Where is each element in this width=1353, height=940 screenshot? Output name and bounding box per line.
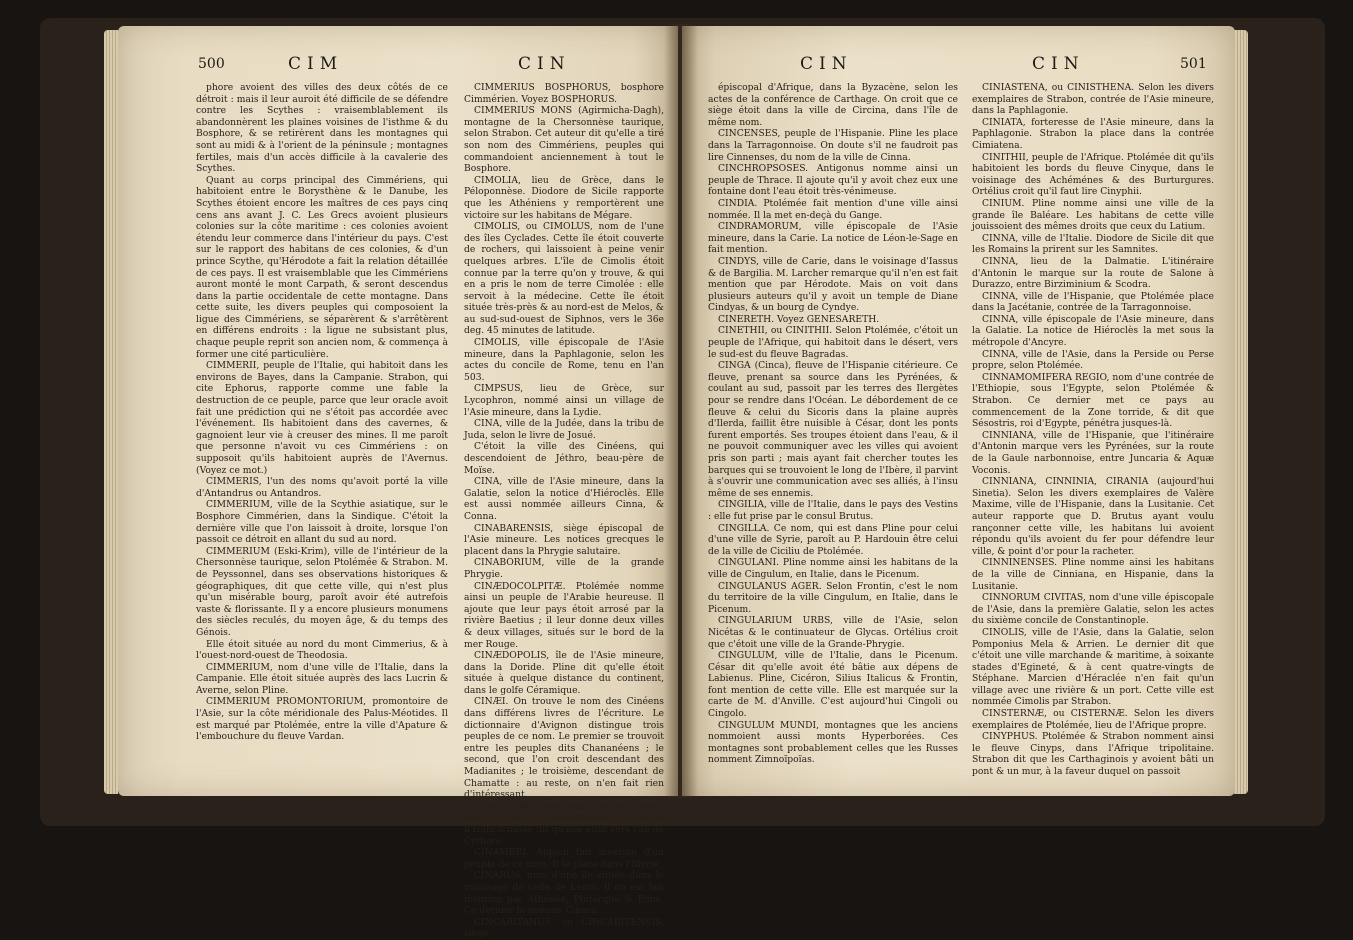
text-paragraph: CINNIANA, CINNINIA, CIRANIA (aujourd'hui Sinetia). Selon les divers exemplaires de Valère Maxime, ville de l'Hispanie, dans la Lusitanie. Cet auteur rapporte que D. Brutus ayant voulu rançonner cette ville, les habitans lui avoient répondu qu'ils avoient du fer pour défendre leur ville, & point d'or pour la racheter. bbox=[972, 476, 1214, 557]
right-header-left: CIN bbox=[800, 54, 853, 74]
text-paragraph: CIMOLIS, ville épiscopale de l'Asie mineure, dans la Paphlagonie, selon les actes du concile de Rome, tenu en l'an 503. bbox=[464, 337, 664, 383]
text-paragraph: CINCENSES, peuple de l'Hispanie. Pline les place dans la Tarragonnoise. On doute s'il ne faudroit pas lire Cinnenses, du nom de la ville de Cinna. bbox=[708, 128, 958, 163]
text-paragraph: CINNA, lieu de la Dalmatie. L'itinéraire d'Antonin le marque sur la route de Salone à Durazzo, entre Birziminium & Scodra. bbox=[972, 255, 1214, 291]
text-paragraph: CIMMERIUM, ville de la Scythie asiatique, sur le Bosphore Cimmérien, dans la Sindique. C'étoit la dernière ville que l'on laissoit à droite, lorsque l'on passoit ce détroit en allant du sud au nord. bbox=[196, 499, 448, 546]
text-paragraph: épiscopal d'Afrique, dans la Byzacène, selon les actes de la conférence de Carthage. On croit que ce siège étoit dans la ville de Circina, dans l'île de même nom. bbox=[708, 82, 958, 128]
text-paragraph: CINGULARIUM URBS, ville de l'Asie, selon Nicétas & le continuateur de Glycas. Ortélius croit que c'étoit une ville de la Grande-Phrygie. bbox=[708, 615, 958, 650]
book-gutter bbox=[664, 24, 698, 798]
text-paragraph: CINIUM. Pline nomme ainsi une ville de la grande île Baléare. Les habitans de cette ville jouissoient des mêmes droits que ceux du Latium. bbox=[972, 197, 1214, 233]
text-paragraph: CIMOLIA, lieu de Grèce, dans le Péloponnèse. Diodore de Sicile rapporte que les Athéniens y remportèrent une victoire sur les habitans de Mégare. bbox=[464, 174, 664, 221]
text-paragraph: CIMMERII, peuple de l'Italie, qui habitoit dans les environs de Bayes, dans la Campanie. Strabon, qui cite Ephorus, rapporte comme une fable la destruction de ce peuple, parce que leur oracle avoit fait une prédiction qui ne s'étoit pas accordée avec l'événement. Ils habitoient dans des cavernes, & gagnoient leur vie à creuser des mines. Il me paroît que personne n'avoit vu ces Cimmériens : on supposoit qu'ils habitoient auprès de l'Avernus. (Voyez ce mot.) bbox=[196, 360, 448, 476]
right-header-right: CIN bbox=[1032, 54, 1085, 74]
text-paragraph: CINA, ville de l'Asie mineure, dans la Galatie, selon la notice d'Hiéroclès. Elle est aussi nommée ailleurs Cinna, & Conna. bbox=[464, 476, 664, 522]
text-paragraph: CIMMERIS, l'un des noms qu'avoit porté la ville d'Antandrus ou Antandros. bbox=[196, 476, 448, 499]
text-paragraph: CINNIANA, ville de l'Hispanie, que l'itinéraire d'Antonin marque vers les Pyrénées, sur la route de la Gaule narbonnoise, entre Juncaria & Aquæ Voconis. bbox=[972, 429, 1214, 476]
right-column-2 bbox=[972, 82, 1214, 782]
text-paragraph: CINCARITANUS, ou CINCARITENSIS, siège bbox=[464, 916, 664, 940]
text-paragraph: CINNAMOMIFERA REGIO, nom d'une contrée de l'Ethiopie, sous l'Egypte, selon Ptolémée & Strabon. Ce dernier met ce pays au commencement de la Zone torride, & dit que Sésostris, roi d'Egypte, pénétra jusques-là. bbox=[972, 371, 1214, 430]
left-column-2 bbox=[464, 82, 664, 940]
text-paragraph: CINNORUM CIVITAS, nom d'une ville épiscopale de l'Asie, dans la première Galatie, selon les actes du sixième concile de Constantinople. bbox=[972, 592, 1214, 627]
text-paragraph: CINNINENSES. Pline nomme ainsi les habitans de la ville de Cinniana, en Hispanie, dans la Lusitanie. bbox=[972, 557, 1214, 592]
text-paragraph: CINA, ville de la Judée, dans la tribu de Juda, selon le livre de Josué. bbox=[464, 418, 664, 441]
page-edges-right bbox=[1234, 30, 1248, 794]
text-paragraph: CINAMBRI. Appien fait mention d'un peuple de ce nom. Il le place dans l'Illyrie. bbox=[464, 847, 664, 870]
text-paragraph: CINDRAMORUM, ville épiscopale de l'Asie mineure, dans la Carie. La notice de Léon-le-Sage en fait mention. bbox=[708, 221, 958, 256]
text-paragraph: CINNA, ville de l'Hispanie, que Ptolémée place dans la Jacétanie, contrée de la Tarragonnoise. bbox=[972, 290, 1214, 314]
left-header-right: CIN bbox=[518, 54, 571, 74]
text-paragraph: CIMMERIUM PROMONTORIUM, promontoire de l'Asie, sur la côte méridionale des Palus-Méotides. Il est marqué par Ptolémée, entre la ville d'Apature & l'embouchure du fleuve Vardan. bbox=[196, 696, 448, 743]
text-paragraph: CIMMERIUM (Eski-Krim), ville de l'intérieur de la Chersonnèse taurique, selon Ptolémée & Strabon. M. de Peyssonnel, dans ses observations historiques & géographiques, dit que cette ville, qui n'est plus qu'un misérable bourg, paroît avoir été autrefois vaste & florissante. Il y a encore plusieurs monumens des siècles reculés, du moyen âge, & du temps des Génois. bbox=[196, 545, 448, 638]
page-edges-left bbox=[104, 30, 118, 794]
text-paragraph: CINGILLA. Ce nom, qui est dans Pline pour celui d'une ville de Syrie, paroît au P. Hardouin être celui de la ville de Ciciliu de Ptolémée. bbox=[708, 522, 958, 557]
text-paragraph: CINÆI. On trouve le nom des Cinéens dans différens livres de l'écriture. Le dictionnaire d'Avignon distingue trois peuples de ce nom. Le premier se trouvoit entre les peuples dits Chananéens ; le second, que l'on croit descendant des Madianites ; le troisième, descendant de Chamatte : au reste, on n'en fait rien d'intéressant. bbox=[464, 696, 664, 801]
left-page-number: 500 bbox=[198, 56, 225, 72]
text-paragraph: CIMMERIUS MONS (Agirmicha-Dagh), montagne de la Chersonnèse taurique, selon Strabon. Cet auteur dit qu'elle a tiré son nom des Cimmériens, peuples qui commandoient anciennement à tout le Bosphore. bbox=[464, 105, 664, 175]
text-paragraph: CINDIA. Ptolémée fait mention d'une ville ainsi nommée. Il la met en-deçà du Gange. bbox=[708, 197, 958, 221]
text-paragraph: phore avoient des villes des deux côtés de ce détroit : mais il leur auroit été difficile de se défendre contre les Scythes : vraisemblablement ils abandonnèrent les plaines voisines de l'isthme & du Bosphore, & se retirèrent dans les montagnes qui sont au midi & à l'orient de la péninsule ; montagnes fertiles, mais d'un accès difficile à la cavalerie des Scythes. bbox=[196, 82, 448, 175]
text-paragraph: CINGULUM MUNDI, montagnes que les anciens nommoient aussi monts Hyperborées. Ces montagnes sont probablement celles que les Russes nomment Zimnoïpoïas. bbox=[708, 719, 958, 766]
text-paragraph: CINIASTENA, ou CINISTHENA. Selon les divers exemplaires de Strabon, contrée de l'Asie mineure, dans la Paphlagonie. bbox=[972, 82, 1214, 117]
left-header-left: CIM bbox=[288, 54, 344, 74]
text-paragraph: CINÆDOCOLPITÆ. Ptolémée nomme ainsi un peuple de l'Arabie heureuse. Il ajoute que leur pays étoit arrosé par la rivière Baetius ; il leur donne deux villes & deux villages, situés sur le bord de la mer Rouge. bbox=[464, 580, 664, 650]
text-paragraph: CINIATA, forteresse de l'Asie mineure, dans la Paphlagonie. Strabon la place dans la contrée Cimiatena. bbox=[972, 116, 1214, 151]
text-paragraph: CINABORIUM, ville de la grande Phrygie. bbox=[464, 557, 664, 580]
text-paragraph: CINARUS, nom d'une île située dans le voisinage de celle de Léros. Il en est fait mention par Athénée, Plutarque & Pline. Ce dernier la nomme Cinara. bbox=[464, 870, 664, 917]
text-paragraph: CINGULANUS AGER. Selon Frontin, c'est le nom du territoire de la ville Cingulum, en Italie, dans le Picenum. bbox=[708, 580, 958, 615]
text-paragraph: CINITHII, peuple de l'Afrique. Ptolémée dit qu'ils habitoient les bords du fleuve Cinyque, dans le voisinage des Achéménes & des Burturgures. Ortélius croit qu'il faut lire Cinyphii. bbox=[972, 151, 1214, 198]
left-page bbox=[118, 26, 678, 940]
text-paragraph: CINGA (Cinca), fleuve de l'Hispanie citérieure. Ce fleuve, prenant sa source dans les Pyrénées, & coulant au sud, passoit par les terres des Ilergètes pour se rendre dans l'Océan. Le débordement de ce fleuve & celui du Sicoris dans la plaine auprès d'Ilerda, faillit être nuisible à César, dont les ponts furent emportés. Ses troupes étoient dans l'eau, & il ne pouvoit communiquer avec les villes qui avoient pris son parti ; mais ayant fait chercher toutes les barques qui se trouvoient le long de l'Ibère, il parvint à s'ouvrir une communication avec ses alliés, à l'insu même de ses ennemis. bbox=[708, 360, 958, 499]
text-paragraph: CINYPHUS. Ptolémée & Strabon nomment ainsi le fleuve Cinyps, dans l'Afrique tripolitaine. Strabon dit que les Carthaginois y avoient bâti un pont & un mur, à la faveur duquel on passoit bbox=[972, 731, 1214, 778]
text-paragraph: Elle étoit située au nord du mont Cimmerius, & à l'ouest-nord-ouest de Theodosia. bbox=[196, 638, 448, 662]
text-paragraph: Quant au corps principal des Cimmériens, qui habitoient entre le Borysthène & le Danube, les Scythes étoient encore les maîtres de ces pays cinq cens ans avant J. C. Les Grecs avoient plusieurs colonies sur la côte maritime : ces colonies avoient étendu leur commerce dans l'intérieur du pays. C'est sur le rapport des habitans de ces colonies, & d'un prince Scythe, qu'Hérodote a fait la relation détaillée de ces pays. Il est vraisemblable que les Cimmériens auront monté le mont Carpath, & seront descendus dans la partie occidentale de cette montagne. Dans cette suite, les divers peuples qui composoient la ligue des Cimmériens, se séparèrent & s'arrêtèrent en différens endroits : la ligue ne subsistant plus, chaque peuple reprit son ancien nom, & commença à former une cité particulière. bbox=[196, 174, 448, 360]
text-paragraph: CINOLIS, ville de l'Asie, dans la Galatie, selon Pomponius Mela & Arrien. Le dernier dit que c'étoit une ville marchande & maritime, à soixante stades d'Egineté, & à cent quatre-vingts de Stéphane. Marcien d'Héraclée n'en fait qu'un village avec une rivière & un port. Cette ville est nommée Cimolis par Strabon. bbox=[972, 626, 1214, 708]
text-paragraph: CINABARENSIS, siège épiscopal de l'Asie mineure. Les notices grecques le placent dans la Phrygie salutaire. bbox=[464, 522, 664, 557]
text-paragraph: CINSTERNÆ, ou CISTERNÆ. Selon les divers exemplaires de Ptolémée, lieu de l'Afrique propre. bbox=[972, 708, 1214, 731]
text-paragraph: CINETHII, ou CINITHII. Selon Ptolémée, c'étoit un peuple de l'Afrique, qui habitoit dans le désert, vers le sud-est du fleuve Bagradas. bbox=[708, 325, 958, 360]
text-paragraph: CIMMERIUM, nom d'une ville de l'Italie, dans la Campanie. Elle étoit située auprès des lacs Lucrin & Averne, selon Pline. bbox=[196, 661, 448, 696]
text-paragraph: CINNA, ville de l'Asie, dans la Perside ou Perse propre, selon Ptolémée. bbox=[972, 348, 1214, 372]
text-paragraph: CIMOLIS, ou CIMOLUS, nom de l'une des îles Cyclades. Cette île étoit couverte de rochers, qui laissoient à peine venir quelques arbres. L'île de Cimolis étoit connue par la terre qu'on y trouve, & qui en a pris le nom de terre Cimolée : elle servoit à la médecine. Cette île étoit située très-près & au nord-est de Melos, & au sud-sud-ouest de Siphnos, vers le 36e deg. 45 minutes de latitude. bbox=[464, 221, 664, 337]
text-paragraph: CINÆTIUM, montagne de la Grèce, dans le Péloponnèse. Denys d'Halicarnasse dit qu'elle étoit vers l'île de Cythère. bbox=[464, 800, 664, 847]
right-column-1 bbox=[708, 82, 958, 782]
text-paragraph: CINÆDOPOLIS, île de l'Asie mineure, dans la Doride. Pline dit qu'elle étoit située à quelque distance du continent, dans le golfe Céramique. bbox=[464, 650, 664, 696]
text-paragraph: CINNA, ville épiscopale de l'Asie mineure, dans la Galatie. La notice de Hiéroclès la met sous la métropole d'Ancyre. bbox=[972, 313, 1214, 349]
left-column-1 bbox=[196, 82, 448, 782]
text-paragraph: CIMMERIUS BOSPHORUS, bosphore Cimmérien. Voyez BOSPHORUS. bbox=[464, 82, 664, 105]
text-paragraph: CINERETH. Voyez GENESARETH. bbox=[718, 313, 880, 325]
text-paragraph: CINGULUM, ville de l'Italie, dans le Picenum. César dit qu'elle avoit été bâtie aux dépens de Labienus. Pline, Cicéron, Silius Italicus & Frontin, font mention de cette ville. Elle est marquée sur la carte de M. d'Anville. C'est aujourd'hui Cingoli ou Cingolo. bbox=[708, 650, 958, 720]
text-paragraph: CIMPSUS, lieu de Grèce, sur Lycophron, nommé ainsi un village de l'Asie mineure, dans la Lydie. bbox=[464, 383, 664, 418]
text-paragraph: CINCHROPSOSES. Antigonus nomme ainsi un peuple de Thrace. Il ajoute qu'il y avoit chez eux une fontaine dont l'eau étoit très-vénimeuse. bbox=[708, 163, 958, 198]
text-paragraph: CINGULANI. Pline nomme ainsi les habitans de la ville de Cingulum, en Italie, dans le Picenum. bbox=[708, 557, 958, 580]
text-paragraph: C'étoit la ville des Cinéens, qui descendoient de Jéthro, beau-père de Moïse. bbox=[464, 441, 664, 476]
text-paragraph: CINDYS, ville de Carie, dans le voisinage d'Iassus & de Bargilia. M. Larcher remarque qu'il n'en est fait mention que par Hérodote. Mais on voit dans plusieurs auteurs qu'il y avoit un temple de Diane Cindyas, & un bourg de Cyndye. bbox=[708, 255, 958, 314]
text-paragraph: CINNA, ville de l'Italie. Diodore de Sicile dit que les Romains la prirent sur les Samnites. bbox=[972, 232, 1214, 256]
right-page bbox=[682, 26, 1235, 796]
right-page-number: 501 bbox=[1180, 56, 1207, 72]
text-paragraph: CINGILIA, ville de l'Italie, dans le pays des Vestins : elle fut prise par le consul Brutus. bbox=[708, 499, 958, 522]
